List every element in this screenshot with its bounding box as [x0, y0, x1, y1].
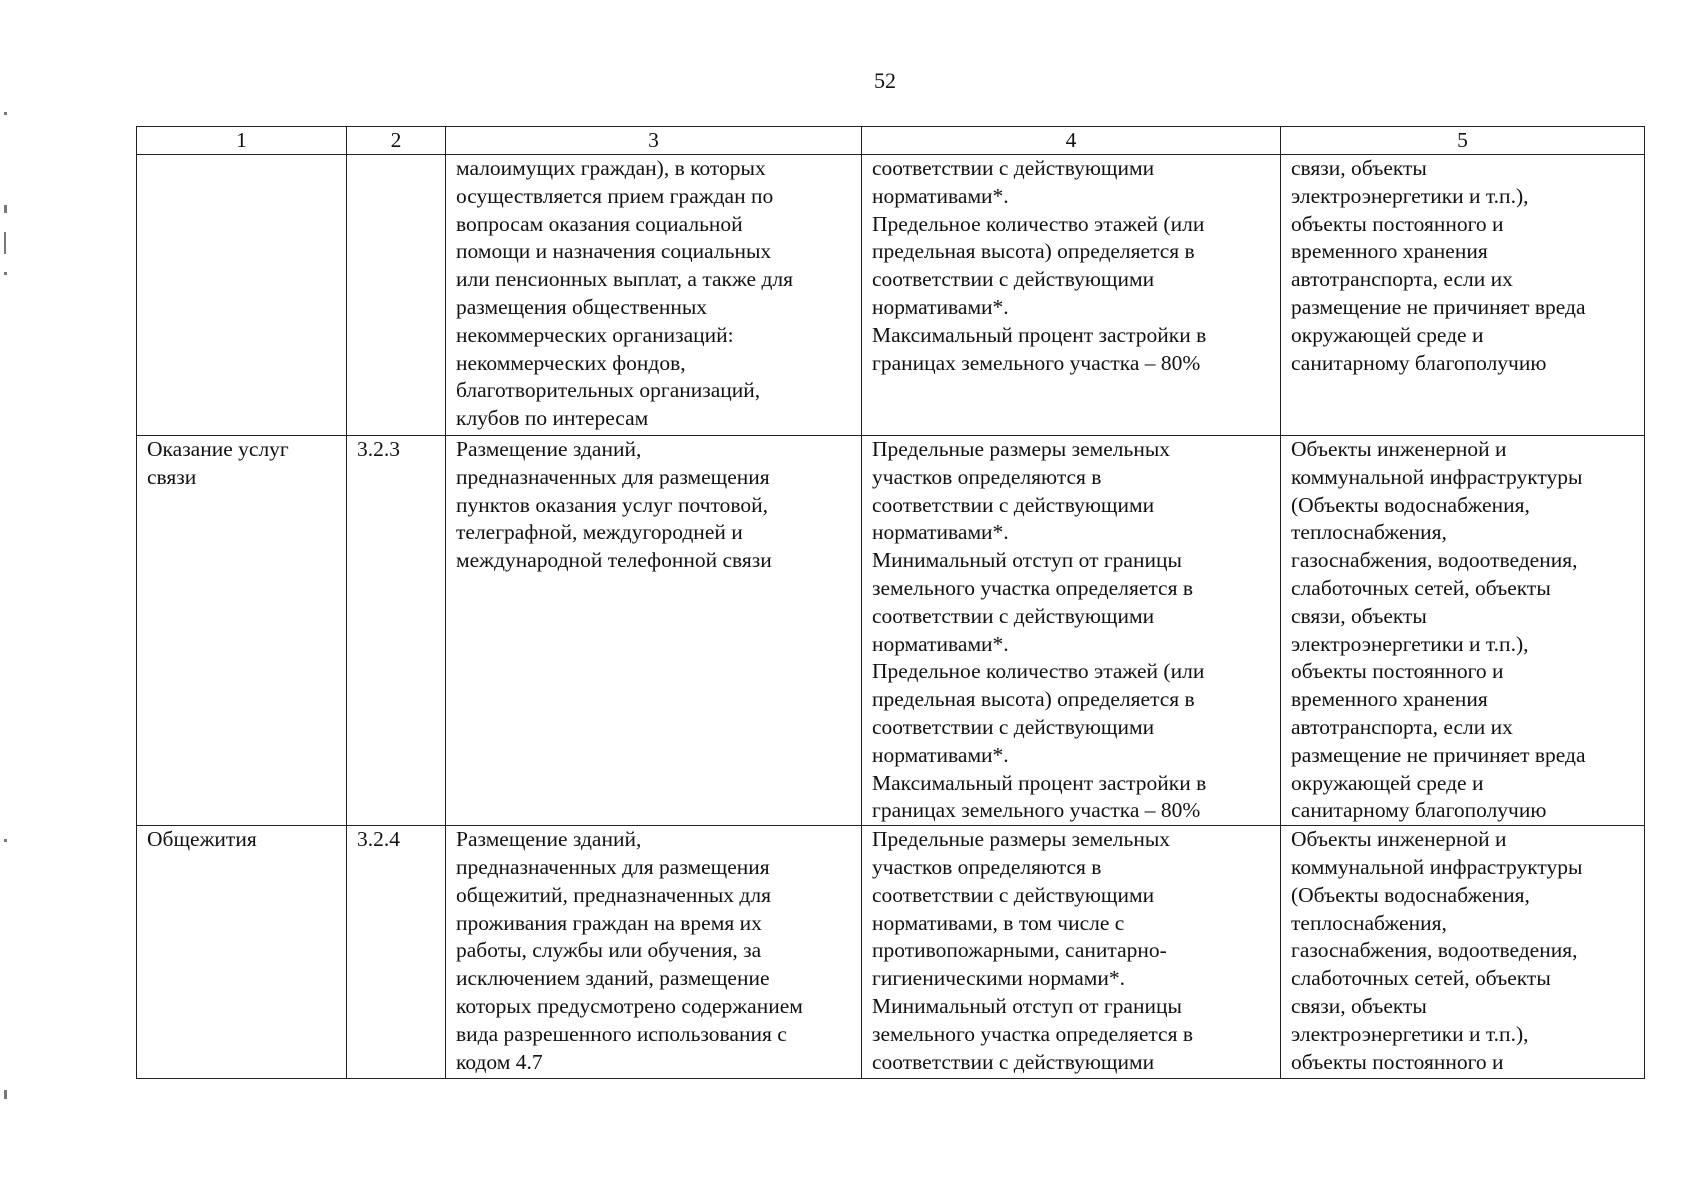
text-line: санитарному благополучию — [1291, 798, 1547, 823]
use-type-name-cell — [137, 826, 347, 1079]
text-line: слаботочных сетей, объекты — [1291, 966, 1551, 991]
text-line: Размещение зданий, — [456, 437, 642, 461]
text-line: осуществляется прием граждан по — [456, 183, 774, 208]
column-header: 3 — [446, 127, 862, 155]
text-line: участков определяются в — [872, 854, 1102, 879]
column-header: 4 — [862, 127, 1281, 155]
text-line: предельная высота) определяется в — [872, 687, 1195, 712]
text-line: 3.2.4 — [357, 827, 400, 852]
text-line: предназначенных для размещения — [456, 854, 770, 879]
land-use-table — [136, 126, 1645, 1079]
text-line: Максимальный процент застройки в — [872, 770, 1207, 795]
text-line: размещение не причиняет вреда — [1291, 742, 1586, 767]
text-line: соответствии с действующими — [872, 267, 1155, 292]
text-line: границах земельного участка – 80% — [872, 350, 1201, 375]
text-line: предназначенных для размещения — [456, 464, 770, 489]
text-line: размещения общественных — [456, 294, 708, 319]
text-line: гигиеническими нормами*. — [872, 966, 1125, 991]
table-header-row — [137, 127, 1645, 155]
text-line: благотворительных организаций, — [456, 378, 761, 403]
column-header: 2 — [347, 127, 446, 155]
text-line: объекты постоянного и — [1291, 659, 1504, 684]
text-line: слаботочных сетей, объекты — [1291, 575, 1551, 600]
text-line: соответствии с действующими — [872, 492, 1155, 517]
text-line: автотранспорта, если их — [1291, 267, 1513, 292]
text-line: связи — [147, 464, 197, 489]
text-line: нормативами*. — [872, 631, 1009, 656]
text-line: размещение не причиняет вреда — [1291, 294, 1586, 319]
scan-artifact — [4, 112, 7, 115]
text-line: нормативами*. — [872, 294, 1009, 319]
text-line: вопросам оказания социальной — [456, 211, 743, 236]
text-line: временного хранения — [1291, 687, 1488, 712]
text-line: нормативами*. — [872, 183, 1009, 208]
text-line: (Объекты водоснабжения, — [1291, 882, 1530, 907]
text-line: общежитий, предназначенных для — [456, 882, 771, 907]
scan-artifact — [4, 839, 7, 842]
text-line: объекты постоянного и — [1291, 1049, 1504, 1074]
auxiliary-uses-cell — [1281, 826, 1645, 1079]
text-line: Предельное количество этажей (или — [872, 659, 1205, 684]
text-line: земельного участка определяется в — [872, 575, 1193, 600]
use-description-cell — [446, 826, 862, 1079]
text-line: международной телефонной связи — [456, 548, 772, 573]
table-row — [137, 826, 1645, 1079]
text-line: окружающей среде и — [1291, 770, 1484, 795]
table-row — [137, 436, 1645, 826]
text-line: границах земельного участка – 80% — [872, 798, 1201, 823]
text-line: коммунальной инфраструктуры — [1291, 464, 1583, 489]
text-line: соответствии с действующими — [872, 603, 1155, 628]
parameters-cell — [862, 826, 1281, 1079]
table-row — [137, 155, 1645, 436]
text-line: нормативами, в том числе с — [872, 910, 1125, 935]
text-line: проживания граждан на время их — [456, 910, 762, 935]
text-line: пунктов оказания услуг почтовой, — [456, 492, 769, 517]
text-line: временного хранения — [1291, 239, 1488, 264]
text-line: связи, объекты — [1291, 603, 1427, 628]
text-line: Общежития — [147, 827, 257, 852]
text-line: Размещение зданий, — [456, 827, 642, 852]
text-line: 3.2.3 — [357, 437, 400, 461]
text-line: телеграфной, междугородней и — [456, 520, 743, 545]
text-line: Предельные размеры земельных — [872, 827, 1171, 852]
text-line: Оказание услуг — [147, 437, 289, 461]
text-line: нормативами*. — [872, 742, 1009, 767]
text-line: участков определяются в — [872, 464, 1102, 489]
text-line: некоммерческих организаций: — [456, 322, 734, 347]
text-line: связи, объекты — [1291, 993, 1427, 1018]
parameters-cell — [862, 155, 1281, 436]
text-line: окружающей среде и — [1291, 322, 1484, 347]
scan-artifact — [4, 1090, 7, 1099]
text-line: Объекты инженерной и — [1291, 437, 1507, 461]
text-line: противопожарными, санитарно- — [872, 938, 1167, 963]
text-line: объекты постоянного и — [1291, 211, 1504, 236]
text-line: некоммерческих фондов, — [456, 350, 686, 375]
use-description-cell — [446, 155, 862, 436]
text-line: работы, службы или обучения, за — [456, 938, 762, 963]
text-line: электроэнергетики и т.п.), — [1291, 631, 1529, 656]
text-line: нормативами*. — [872, 520, 1009, 545]
text-line: малоимущих граждан), в которых — [456, 156, 766, 180]
scan-artifact — [4, 232, 6, 254]
text-line: Минимальный отступ от границы — [872, 548, 1182, 573]
text-line: вида разрешенного использования с — [456, 1021, 787, 1046]
text-line: Предельное количество этажей (или — [872, 211, 1205, 236]
text-line: предельная высота) определяется в — [872, 239, 1195, 264]
text-line: электроэнергетики и т.п.), — [1291, 1021, 1529, 1046]
auxiliary-uses-cell — [1281, 436, 1645, 826]
use-type-code-cell — [347, 826, 446, 1079]
scan-artifact — [4, 205, 7, 213]
text-line: теплоснабжения, — [1291, 520, 1447, 545]
text-line: или пенсионных выплат, а также для — [456, 267, 794, 292]
use-type-name-cell — [137, 436, 347, 826]
use-description-cell — [446, 436, 862, 826]
text-line: электроэнергетики и т.п.), — [1291, 183, 1529, 208]
text-line: санитарному благополучию — [1291, 350, 1547, 375]
scan-artifact — [4, 272, 7, 275]
text-line: соответствии с действующими — [872, 882, 1155, 907]
text-line: которых предусмотрено содержанием — [456, 993, 803, 1018]
text-line: коммунальной инфраструктуры — [1291, 854, 1583, 879]
auxiliary-uses-cell — [1281, 155, 1645, 436]
text-line: клубов по интересам — [456, 406, 649, 431]
text-line: Предельные размеры земельных — [872, 437, 1171, 461]
text-line: соответствии с действующими — [872, 714, 1155, 739]
text-line: автотранспорта, если их — [1291, 714, 1513, 739]
text-line: связи, объекты — [1291, 156, 1427, 180]
text-line: Максимальный процент застройки в — [872, 322, 1207, 347]
column-header: 5 — [1281, 127, 1645, 155]
text-line: газоснабжения, водоотведения, — [1291, 938, 1578, 963]
text-line: земельного участка определяется в — [872, 1021, 1193, 1046]
parameters-cell — [862, 436, 1281, 826]
text-line: соответствии с действующими — [872, 156, 1155, 180]
page-number: 52 — [874, 68, 896, 93]
text-line: (Объекты водоснабжения, — [1291, 492, 1530, 517]
text-line: газоснабжения, водоотведения, — [1291, 548, 1578, 573]
text-line: теплоснабжения, — [1291, 910, 1447, 935]
text-line: Минимальный отступ от границы — [872, 993, 1182, 1018]
text-line: Объекты инженерной и — [1291, 827, 1507, 852]
use-type-code-cell — [347, 155, 446, 436]
column-header: 1 — [137, 127, 347, 155]
text-line: помощи и назначения социальных — [456, 239, 772, 264]
text-line: кодом 4.7 — [456, 1049, 543, 1074]
text-line: соответствии с действующими — [872, 1049, 1155, 1074]
use-type-name-cell — [137, 155, 347, 436]
use-type-code-cell — [347, 436, 446, 826]
text-line: исключением зданий, размещение — [456, 966, 770, 991]
